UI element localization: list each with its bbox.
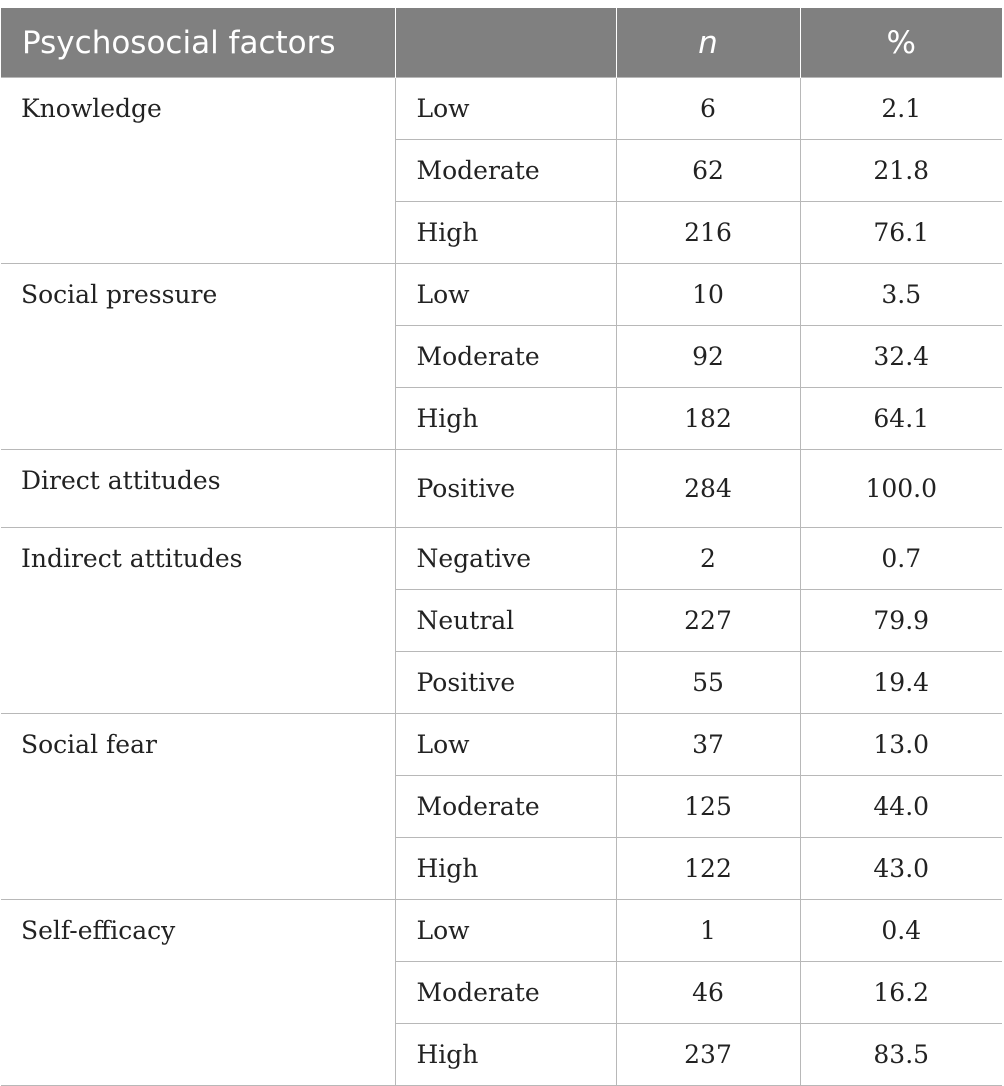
level-cell: Positive [395,652,616,714]
n-cell: 62 [616,140,800,202]
percent-cell: 43.0 [800,838,1002,900]
percent-cell: 2.1 [800,78,1002,140]
level-cell: Low [395,264,616,326]
n-cell: 182 [616,388,800,450]
level-cell: Low [395,714,616,776]
level-cell: Low [395,78,616,140]
level-cell: Moderate [395,140,616,202]
factor-cell: Self-efficacy [1,900,395,1086]
percent-cell: 13.0 [800,714,1002,776]
table-row [1,264,1002,326]
n-cell: 216 [616,202,800,264]
level-cell: High [395,388,616,450]
percent-cell: 19.4 [800,652,1002,714]
header-n: n [616,8,800,78]
percent-cell: 76.1 [800,202,1002,264]
level-cell: Moderate [395,962,616,1024]
n-cell: 122 [616,838,800,900]
level-cell: Neutral [395,590,616,652]
percent-cell: 44.0 [800,776,1002,838]
level-cell: Positive [395,450,616,528]
factor-cell: Indirect attitudes [1,528,395,714]
level-cell: Moderate [395,326,616,388]
n-cell: 125 [616,776,800,838]
n-cell: 284 [616,450,800,528]
n-cell: 10 [616,264,800,326]
header-row [1,8,1002,78]
n-cell: 6 [616,78,800,140]
percent-cell: 0.4 [800,900,1002,962]
factor-cell: Knowledge [1,78,395,264]
percent-cell: 100.0 [800,450,1002,528]
psychosocial-factors-table [1,8,1002,1086]
table-body [1,78,1002,1086]
n-cell: 227 [616,590,800,652]
level-cell: High [395,1024,616,1086]
n-cell: 2 [616,528,800,590]
percent-cell: 3.5 [800,264,1002,326]
percent-cell: 16.2 [800,962,1002,1024]
level-cell: Low [395,900,616,962]
level-cell: High [395,202,616,264]
factor-cell: Social pressure [1,264,395,450]
factor-cell: Direct attitudes [1,450,395,528]
percent-cell: 64.1 [800,388,1002,450]
table-row [1,528,1002,590]
level-cell: High [395,838,616,900]
percent-cell: 0.7 [800,528,1002,590]
level-cell: Moderate [395,776,616,838]
table-row [1,450,1002,528]
percent-cell: 79.9 [800,590,1002,652]
n-cell: 37 [616,714,800,776]
table-row [1,714,1002,776]
n-cell: 46 [616,962,800,1024]
level-cell: Negative [395,528,616,590]
n-cell: 1 [616,900,800,962]
percent-cell: 83.5 [800,1024,1002,1086]
percent-cell: 32.4 [800,326,1002,388]
header-factor: Psychosocial factors [1,8,395,78]
n-cell: 237 [616,1024,800,1086]
table-header [1,8,1002,78]
n-cell: 92 [616,326,800,388]
table-row [1,78,1002,140]
header-percent: % [800,8,1002,78]
factor-cell: Social fear [1,714,395,900]
header-level [395,8,616,78]
table-row [1,900,1002,962]
percent-cell: 21.8 [800,140,1002,202]
n-cell: 55 [616,652,800,714]
